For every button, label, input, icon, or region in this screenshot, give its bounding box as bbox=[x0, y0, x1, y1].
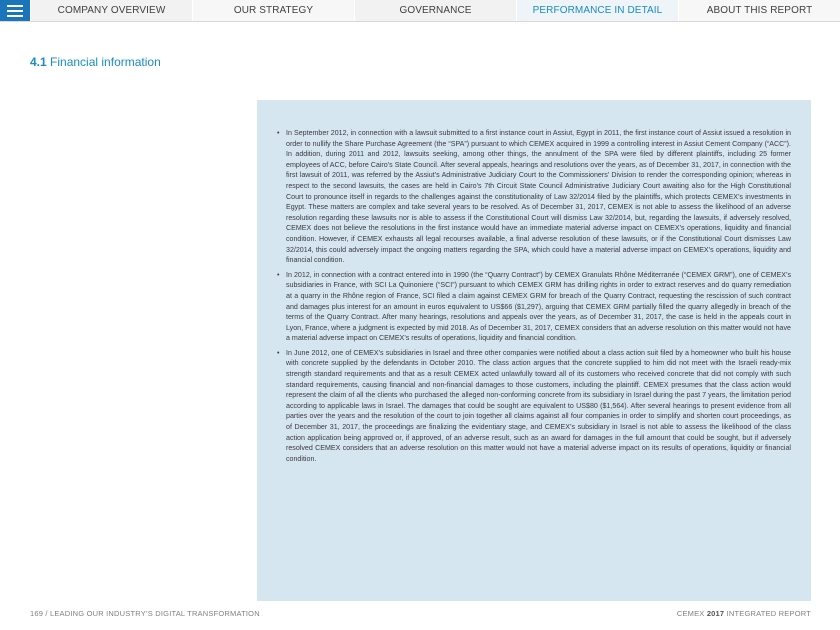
list-item: • In June 2012, one of CEMEX’s subsidiaries in Israel and three other companies were notified about a class action suit filed by a homeowner who built his house with concrete supplied by the defendants in October 2010. The class action argues that the concrete supplied to him did not meet with the Israeli ready-mix strength standard requirements and that as a result CEMEX acted unlawfully toward all of its customers who received concrete that did not comply with such standard requirements, causing financial and non-financial damages to those customers, including the plaintiff. CEMEX presumes that the class action would represent the claim of all the clients who purchased the alleged non-conforming concrete from its subsidiary in Israel during the past 7 years, the limitation period according to applicable laws in Israel. The damages that could be sought are equivalent to US$80 ($1,564). After several hearings to present evidence from all parties over the years and the resolution of the court to join together all claims against all four companies in order to simplify and shorten court proceedings, as of December 31, 2017, the proceedings are finalizing the evidentiary stage, and CEMEX’s subsidiary in Israel is not able to assess the likelihood of the class action application being approved or, if approved, of an adverse result, such as an award for damages in the full amount that could be sought, but if adversely resolved CEMEX considers that an adverse resolution on this matter would not have a material adverse impact on its results of operations, liquidity or financial condition. bbox=[277, 348, 791, 465]
list-item: • In 2012, in connection with a contract entered into in 1990 (the “Quarry Contract”) by CEMEX Granulats Rhône Méditerranée (“CEMEX GRM”), one of CEMEX’s subsidiaries in France, with SCI La Quinoniere (“SCI”) pursuant to which CEMEX GRM has drilling rights in order to extract reserves and do quarry remediation at a quarry in the Rhône region of France, SCI filed a claim against CEMEX GRM for breach of the Quarry Contract, requesting the rescission of such contract and damages plus interest for an amount in euros equivalent to US$66 ($1,297), arguing that CEMEX GRM partially filled the quarry allegedly in breach of the terms of the Quarry Contract. After many hearings, resolutions and appeals over the years, as of December 31, 2017, the case is held in the appeals court in Lyon, France, where a judgment is expected by mid 2018. As of December 31, 2017, CEMEX considers that an adverse resolution on this matter would not have a material adverse impact on CEMEX’s results of operations, liquidity and financial condition. bbox=[277, 270, 791, 344]
menu-line bbox=[7, 15, 23, 17]
hamburger-menu-icon[interactable] bbox=[0, 0, 30, 21]
content-panel bbox=[257, 100, 811, 601]
tab-governance[interactable]: GOVERNANCE bbox=[355, 0, 516, 21]
footer-page-label: 169 / LEADING OUR INDUSTRY’S DIGITAL TRANSFORMATION bbox=[30, 609, 260, 618]
tab-performance-in-detail[interactable]: PERFORMANCE IN DETAIL bbox=[517, 0, 678, 21]
footer-year: 2017 bbox=[706, 609, 725, 618]
tab-company-overview[interactable]: COMPANY OVERVIEW bbox=[31, 0, 192, 21]
footer-report-title bbox=[677, 609, 811, 618]
top-navigation bbox=[0, 0, 840, 22]
section-title bbox=[30, 55, 161, 69]
bullet-list bbox=[277, 128, 791, 468]
section-number: 4.1 bbox=[30, 55, 47, 69]
tab-our-strategy[interactable]: OUR STRATEGY bbox=[193, 0, 354, 21]
footer-report-label: INTEGRATED REPORT bbox=[726, 609, 811, 618]
menu-line bbox=[7, 10, 23, 12]
tab-about-this-report[interactable]: ABOUT THIS REPORT bbox=[679, 0, 840, 21]
footer-brand: CEMEX bbox=[676, 609, 705, 618]
menu-line bbox=[7, 5, 23, 7]
section-title-text: Financial information bbox=[50, 55, 161, 69]
list-item: • In September 2012, in connection with a lawsuit submitted to a first instance court in Assiut, Egypt in 2011, the first instance court of Assiut issued a resolution in order to nullify the Share Purchase Agreement (the “SPA”) pursuant to which CEMEX acquired in 1999 a controlling interest in Assiut Cement Company (“ACC”). In addition, during 2011 and 2012, lawsuits seeking, among other things, the annulment of the SPA were filed by different plaintiffs, including 25 former employees of ACC, before Cairo’s State Council. After several appeals, hearings and resolutions over the years, as of December 31, 2017, in connection with the first lawsuit of 2011, was referred by the Assiut’s Administrative Judiciary Court to the Commissioners’ Division to render the corresponding opinion; whereas in respect to the second lawsuits, the cases are held in Cairo’s 7th Circuit State Council Administrative Judiciary Court awaiting also for the High Constitutional Court to pronounce itself in regards to the challenges against the constitutionality of Law 32/2014 filed by the plaintiffs, which protects CEMEX’s investments in Egypt. These matters are complex and take several years to be resolved. As of December 31, 2017, CEMEX is not able to assess the likelihood of an adverse resolution regarding these lawsuits nor is able to assess if the Constitutional Court will dismiss Law 32/2014, but, regarding the lawsuits, if adversely resolved, CEMEX does not believe the resolutions in the first instance would have an immediate material adverse impact on CEMEX’s operations, liquidity and financial condition. However, if CEMEX exhausts all legal recourses available, a final adverse resolution of these lawsuits, or if the Constitutional Court dismisses Law 32/2014, this could adversely impact the ongoing matters regarding the SPA, which could have a material adverse impact on CEMEX’s operations, liquidity and financial condition. bbox=[277, 128, 791, 266]
